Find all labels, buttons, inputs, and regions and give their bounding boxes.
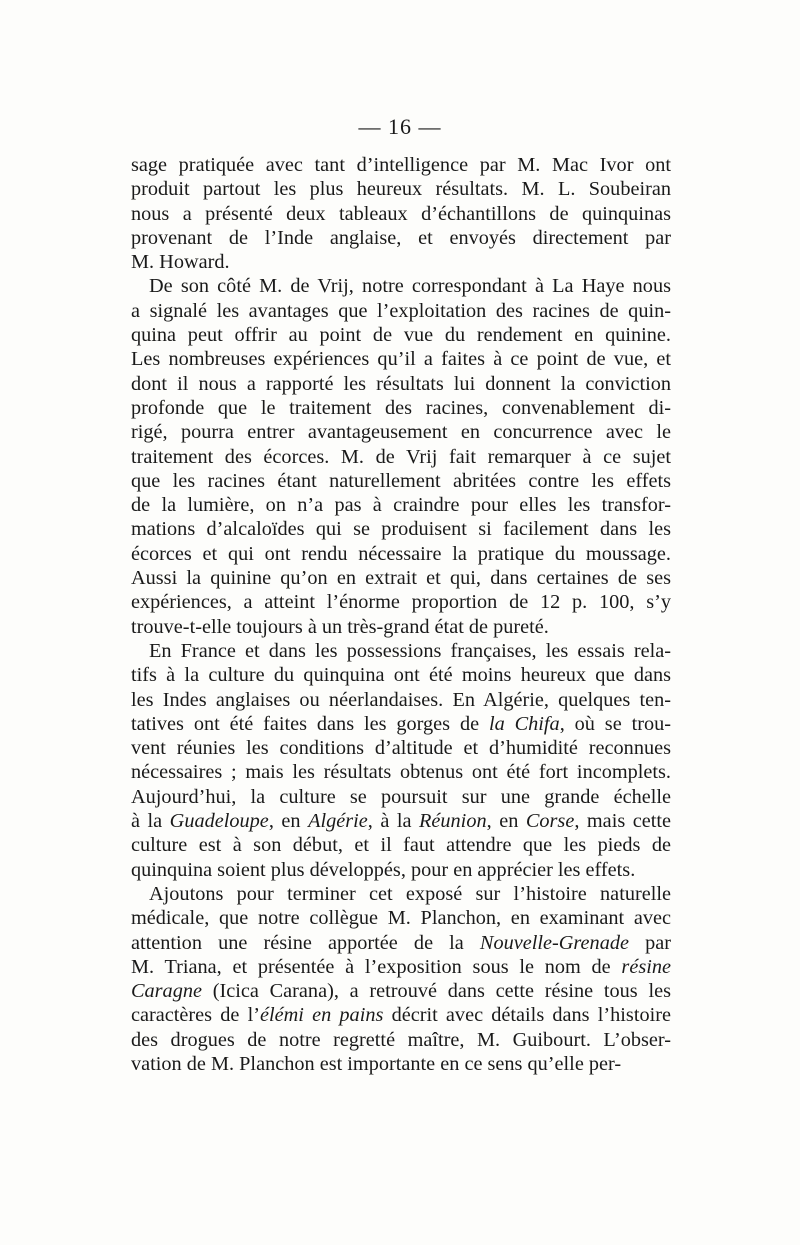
- text-run: , mais cette: [574, 810, 672, 833]
- text-line: [131, 153, 671, 177]
- text-line: [131, 639, 671, 663]
- text-line: [131, 202, 671, 226]
- text-run: quina peut offrir au point de vue du rendement en quinine.: [131, 324, 671, 347]
- text-run: profonde que le traitement des racines, convenablement di-: [131, 396, 671, 419]
- text-run: attention une résine apportée de la: [131, 931, 480, 954]
- text-run: M. Howard.: [131, 251, 230, 274]
- text-run: dont il nous a rapporté les résultats lui donnent la conviction: [131, 372, 671, 395]
- paragraph: [131, 882, 671, 1076]
- text-run: nous a présenté deux tableaux d’échantillons de quinquinas: [131, 202, 671, 225]
- text-line: [131, 736, 671, 760]
- text-run: traitement des écorces. M. de Vrij fait remarquer à ce sujet: [131, 445, 671, 468]
- text-line: [131, 420, 671, 444]
- text-line: [131, 1052, 671, 1076]
- italic-text: élémi en pains: [259, 1004, 384, 1027]
- paragraph: [131, 153, 671, 274]
- text-run: a signalé les avantages que l’exploitation des racines de quin-: [131, 299, 671, 322]
- italic-text: Algérie: [308, 810, 368, 833]
- text-line: [131, 809, 671, 833]
- text-run: que les racines étant naturellement abritées contre les effets: [131, 469, 671, 492]
- text-line: [131, 250, 671, 274]
- text-run: nécessaires ; mais les résultats obtenus ont été fort incomplets.: [131, 761, 671, 784]
- text-line: [131, 590, 671, 614]
- paragraph: [131, 639, 671, 882]
- text-line: [131, 323, 671, 347]
- text-run: de la lumière, on n’a pas à craindre pour elles les transfor-: [131, 494, 671, 517]
- text-run: (Icica Carana), a retrouvé dans cette résine tous les: [201, 980, 671, 1003]
- text-line: [131, 882, 671, 906]
- paragraph: [131, 274, 671, 638]
- text-run: par: [628, 931, 671, 954]
- text-run: tifs à la culture du quinquina ont été moins heureux que dans: [131, 664, 671, 687]
- text-run: expériences, a atteint l’énorme proportion de 12 p. 100, s’y: [131, 591, 671, 614]
- text-run: En France et dans les possessions françaises, les essais rela-: [149, 639, 671, 662]
- page-number: — 16 —: [358, 114, 442, 139]
- text-line: [131, 931, 671, 955]
- text-run: les Indes anglaises ou néerlandaises. En Algérie, quelques ten-: [131, 688, 671, 711]
- text-run: écorces et qui ont rendu nécessaire la pratique du moussage.: [131, 542, 671, 565]
- italic-text: Corse: [525, 810, 575, 833]
- text-line: [131, 615, 671, 639]
- text-run: provenant de l’Inde anglaise, et envoyés directement par: [131, 226, 671, 249]
- text-run: , en: [268, 810, 309, 833]
- text-run: Aujourd’hui, la culture se poursuit sur une grande échelle: [131, 785, 671, 808]
- text-run: des drogues de notre regretté maître, M. Guibourt. L’obser-: [131, 1028, 671, 1051]
- text-line: [131, 979, 671, 1003]
- text-line: [131, 493, 671, 517]
- text-run: mations d’alcaloïdes qui se produisent si facilement dans les: [131, 518, 671, 541]
- text-run: vation de M. Planchon est importante en ce sens qu’elle per-: [131, 1052, 622, 1075]
- text-line: [131, 469, 671, 493]
- text-line: [131, 785, 671, 809]
- text-line: [131, 955, 671, 979]
- text-run: De son côté M. de Vrij, notre correspondant à La Haye nous: [149, 275, 671, 298]
- text-run: produit partout les plus heureux résultats. M. L. Soubeiran: [131, 178, 671, 201]
- text-run: vent réunies les conditions d’altitude et d’humidité reconnues: [131, 737, 671, 760]
- text-run: médicale, que notre collègue M. Planchon, en examinant avec: [131, 907, 671, 930]
- text-run: , où se trou-: [559, 712, 671, 735]
- text-line: [131, 299, 671, 323]
- text-run: à la: [131, 810, 170, 833]
- text-run: Ajoutons pour terminer cet exposé sur l’histoire naturelle: [149, 882, 671, 905]
- italic-text: Guadeloupe: [169, 810, 269, 833]
- text-line: [131, 372, 671, 396]
- text-run: culture est à son début, et il faut attendre que les pieds de: [131, 834, 671, 857]
- italic-text: Nouvelle-Grenade: [479, 931, 629, 954]
- text-line: [131, 858, 671, 882]
- italic-text: résine: [621, 955, 671, 978]
- text-line: [131, 906, 671, 930]
- text-line: [131, 347, 671, 371]
- text-run: sage pratiquée avec tant d’intelligence par M. Mac Ivor ont: [131, 154, 671, 176]
- text-run: tatives ont été faites dans les gorges de: [131, 712, 489, 735]
- text-run: rigé, pourra entrer avantageusement en concurrence avec le: [131, 421, 671, 444]
- text-line: [131, 566, 671, 590]
- text-run: , en: [486, 810, 526, 833]
- text-line: [131, 517, 671, 541]
- text-line: [131, 760, 671, 784]
- text-run: quinquina soient plus développés, pour en apprécier les effets.: [131, 858, 636, 881]
- text-run: Aussi la quinine qu’on en extrait et qui, dans certaines de ses: [131, 567, 671, 590]
- text-line: [131, 396, 671, 420]
- text-run: trouve-t-elle toujours à un très-grand état de pureté.: [131, 615, 549, 638]
- text-line: [131, 663, 671, 687]
- text-run: Les nombreuses expériences qu’il a faites à ce point de vue, et: [131, 348, 671, 371]
- text-line: [131, 688, 671, 712]
- italic-text: la Chifa: [488, 712, 560, 735]
- italic-text: Caragne: [131, 980, 202, 1003]
- text-line: [131, 542, 671, 566]
- body-text: [131, 153, 671, 1076]
- text-line: [131, 1003, 671, 1027]
- text-line: [131, 712, 671, 736]
- text-line: [131, 274, 671, 298]
- text-line: [131, 1028, 671, 1052]
- text-line: [131, 177, 671, 201]
- text-run: , à la: [367, 810, 420, 833]
- text-line: [131, 226, 671, 250]
- text-run: caractères de l’: [131, 1004, 260, 1027]
- text-line: [131, 445, 671, 469]
- text-run: décrit avec détails dans l’histoire: [383, 1004, 671, 1027]
- italic-text: Réunion: [419, 810, 487, 833]
- text-line: [131, 833, 671, 857]
- text-run: M. Triana, et présentée à l’exposition sous le nom de: [131, 955, 622, 978]
